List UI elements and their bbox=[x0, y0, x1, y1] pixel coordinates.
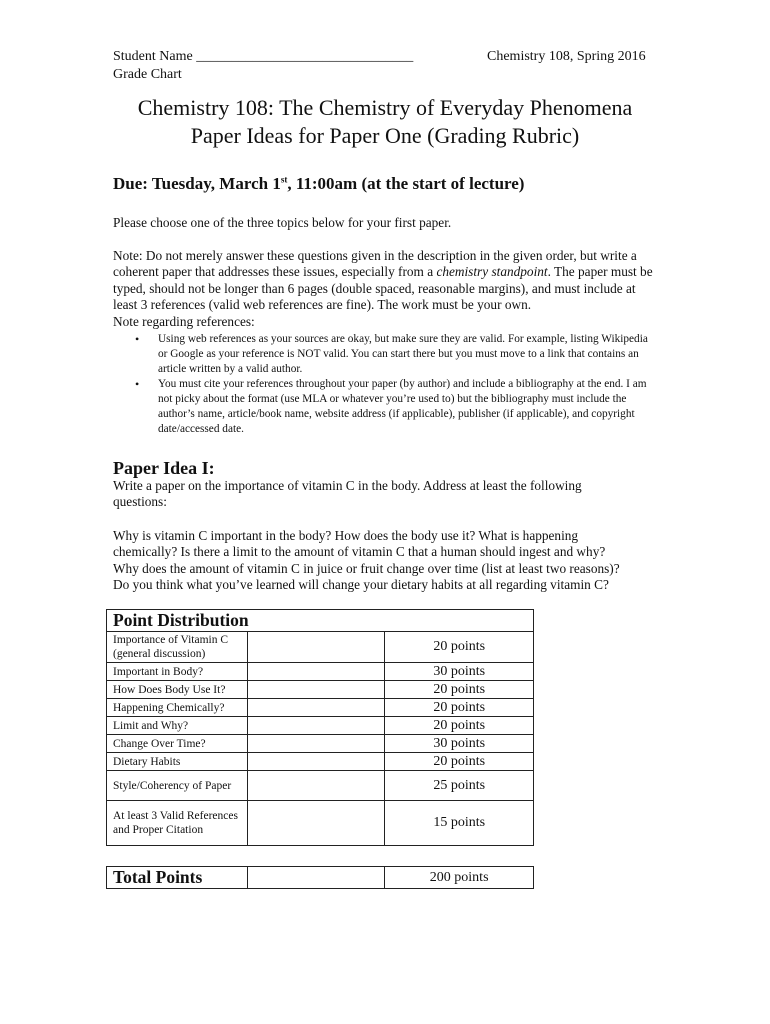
refs-heading: Note regarding references: bbox=[113, 314, 255, 329]
note-paragraph bbox=[113, 248, 658, 313]
points-cell: 20 points bbox=[385, 699, 534, 717]
point-distribution-heading: Point Distribution bbox=[107, 610, 534, 632]
page-title: Chemistry 108: The Chemistry of Everyday Phenomena bbox=[137, 95, 633, 120]
note-after: . The paper must be typed, should not be longer than 6 pages (double spaced, reasonable margins), and must include at least 3 references (valid web references are fine). The work must be your own. bbox=[113, 264, 653, 312]
student-name-line: Student Name _______________________________ bbox=[113, 49, 414, 64]
criterion-cell: Happening Chemically? bbox=[107, 699, 248, 717]
points-cell: 30 points bbox=[385, 663, 534, 681]
due-suffix: , 11:00am (at the start of lecture) bbox=[287, 174, 525, 193]
score-cell bbox=[247, 663, 385, 681]
score-cell bbox=[247, 681, 385, 699]
total-points-table bbox=[106, 866, 534, 889]
note-emphasis: chemistry standpoint bbox=[436, 264, 548, 280]
score-cell bbox=[247, 699, 385, 717]
table-row bbox=[107, 632, 534, 663]
points-cell: 20 points bbox=[385, 717, 534, 735]
due-prefix: Due: Tuesday, March 1 bbox=[113, 174, 281, 193]
score-cell bbox=[247, 717, 385, 735]
point-distribution-table bbox=[106, 609, 534, 846]
table-row bbox=[107, 771, 534, 801]
points-cell: 20 points bbox=[385, 753, 534, 771]
course-term: Chemistry 108, Spring 2016 bbox=[487, 49, 646, 64]
score-cell bbox=[247, 632, 385, 663]
table-row bbox=[107, 801, 534, 846]
criterion-cell: Limit and Why? bbox=[107, 717, 248, 735]
points-cell: 20 points bbox=[385, 681, 534, 699]
points-cell: 20 points bbox=[385, 632, 534, 663]
criterion-cell: Change Over Time? bbox=[107, 735, 248, 753]
grade-chart-label: Grade Chart bbox=[113, 67, 182, 82]
score-cell bbox=[247, 735, 385, 753]
table-row bbox=[107, 735, 534, 753]
point-distribution-header bbox=[107, 610, 534, 632]
total-points-value: 200 points bbox=[385, 867, 534, 889]
paper-idea-heading: Paper Idea I: bbox=[113, 458, 215, 478]
points-cell: 25 points bbox=[385, 771, 534, 801]
points-cell: 15 points bbox=[385, 801, 534, 846]
score-cell bbox=[247, 771, 385, 801]
criterion-cell: How Does Body Use It? bbox=[107, 681, 248, 699]
points-cell: 30 points bbox=[385, 735, 534, 753]
refs-list-wrap bbox=[113, 332, 656, 437]
criterion-cell: Importance of Vitamin C (general discussion) bbox=[107, 632, 248, 663]
table-row bbox=[107, 753, 534, 771]
page-subtitle: Paper Ideas for Paper One (Grading Rubric) bbox=[190, 123, 580, 148]
total-score-cell bbox=[247, 867, 385, 889]
criterion-cell: Important in Body? bbox=[107, 663, 248, 681]
criterion-cell: Dietary Habits bbox=[107, 753, 248, 771]
table-row bbox=[107, 681, 534, 699]
due-date bbox=[113, 174, 524, 194]
ref-bullet-2: • You must cite your references throughout your paper (by author) and include a bibliography at the end. I am not picky about the format (use MLA or whatever you’re used to) but the bibliography must include the author’s name, article/book name, website address (if applicable), publisher (if applicable), and copyright date/accessed date. bbox=[113, 377, 656, 436]
note-before: Note: Do not merely answer these questions given in the description in the given order, but write a coherent paper that addresses these issues, especially from a bbox=[113, 248, 637, 280]
total-row bbox=[107, 867, 534, 889]
refs-list bbox=[113, 332, 656, 437]
ref-bullet-1: • Using web references as your sources are okay, but make sure they are valid. For example, listing Wikipedia or Google as your reference is NOT valid. You can start there but you must move to a link that contains an article written by a valid author. bbox=[113, 332, 656, 376]
criterion-cell: At least 3 Valid References and Proper Citation bbox=[107, 801, 248, 846]
due-sup: st bbox=[280, 174, 288, 185]
score-cell bbox=[247, 801, 385, 846]
table-row bbox=[107, 663, 534, 681]
total-label: Total Points bbox=[107, 867, 248, 889]
table-row bbox=[107, 717, 534, 735]
intro-text: Please choose one of the three topics below for your first paper. bbox=[113, 215, 452, 230]
table-row bbox=[107, 699, 534, 717]
score-cell bbox=[247, 753, 385, 771]
criterion-cell: Style/Coherency of Paper bbox=[107, 771, 248, 801]
paper-idea-questions: Why is vitamin C important in the body? How does the body use it? What is happening chemically? Is there a limit to the amount of vitamin C that a human should ingest and why? Why does the amount of vitamin C in juice or fruit change over time (list at least two reasons)? Do you think what you’ve learned will change your dietary habits at all regarding vitamin C? bbox=[113, 528, 620, 592]
paper-idea-prompt: Write a paper on the importance of vitamin C in the body. Address at least the following questions: bbox=[113, 478, 582, 510]
